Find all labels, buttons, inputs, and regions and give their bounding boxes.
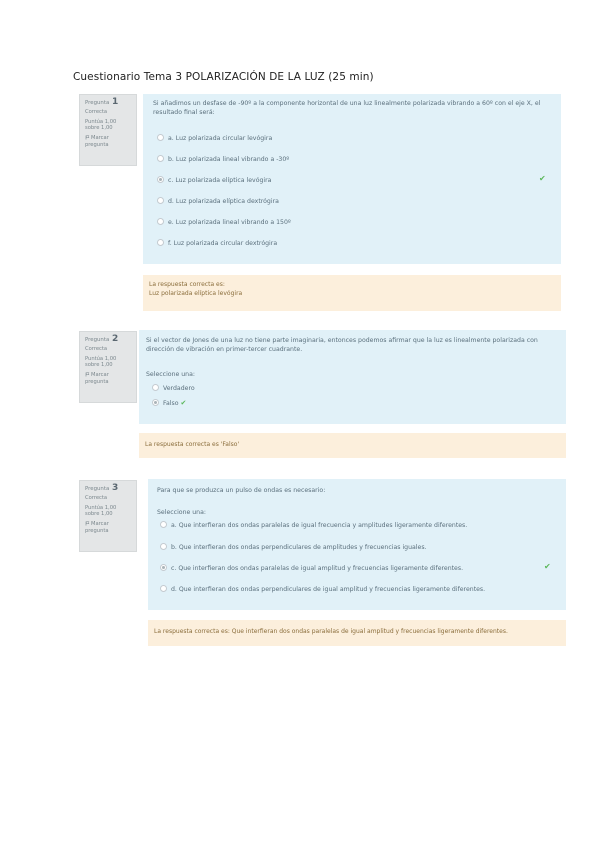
question-text-1: Si añadimos un desfase de -90º a la componente horizontal de una luz linealmente polarizada vibrando a 60º con el eje X, el resultado final será: xyxy=(153,100,541,116)
radio-button[interactable] xyxy=(157,134,164,141)
check-icon: ✔ xyxy=(539,174,546,183)
question-state-2: Correcta xyxy=(85,345,108,352)
option-q1-b[interactable]: b. Luz polarizada lineal vibrando a -30º xyxy=(157,155,289,164)
check-icon: ✔ xyxy=(544,562,551,571)
option-q2-false[interactable]: Falso ✔ xyxy=(152,399,186,408)
question-state-3: Correcta xyxy=(85,494,108,501)
option-q3-b[interactable]: b. Que interfieran dos ondas perpendiculares de amplitudes y frecuencias iguales. xyxy=(160,543,427,552)
flag-icon xyxy=(85,521,90,526)
option-q1-a[interactable]: a. Luz polarizada circular levógira xyxy=(157,134,272,143)
option-q1-f[interactable]: f. Luz polarizada circular dextrógira xyxy=(157,239,277,248)
question-box-2 xyxy=(139,330,566,424)
option-q3-c[interactable]: c. Que interfieran dos ondas paralelas de igual amplitud y frecuencias ligeramente diferentes. xyxy=(160,564,463,573)
flag-question-2[interactable]: Marcar pregunta xyxy=(85,372,109,385)
question-info-1 xyxy=(79,94,137,166)
radio-button[interactable] xyxy=(157,197,164,204)
radio-button[interactable] xyxy=(157,155,164,162)
question-number-1: Pregunta 1 xyxy=(85,97,119,107)
question-grade-3: Puntúa 1,00 sobre 1,00 xyxy=(85,504,117,518)
radio-button[interactable] xyxy=(157,239,164,246)
radio-button[interactable] xyxy=(160,585,167,592)
check-icon: ✔ xyxy=(180,399,187,407)
option-q1-d[interactable]: d. Luz polarizada elíptica dextrógira xyxy=(157,197,279,206)
feedback-1: La respuesta correcta es: Luz polarizada elíptica levógira xyxy=(143,275,561,311)
radio-button[interactable] xyxy=(157,218,164,225)
question-text-2: Si el vector de Jones de una luz no tiene parte imaginaria, entonces podemos afirmar que la luz es linealmente polarizada con dirección de vibración en primer-tercer cuadrante. xyxy=(146,337,538,353)
question-info-3 xyxy=(79,480,137,552)
question-grade-1: Puntúa 1,00 sobre 1,00 xyxy=(85,118,117,132)
feedback-2: La respuesta correcta es 'Falso' xyxy=(139,433,566,458)
question-info-2 xyxy=(79,331,137,403)
question-text-3: Para que se produzca un pulso de ondas es necesario: xyxy=(157,487,326,494)
option-q1-c[interactable]: c. Luz polarizada elíptica levógira xyxy=(157,176,271,185)
radio-button[interactable] xyxy=(152,384,159,391)
flag-icon xyxy=(85,135,90,140)
radio-button[interactable] xyxy=(160,543,167,550)
select-prompt-3: Seleccione una: xyxy=(157,509,206,516)
question-number-3: Pregunta 3 xyxy=(85,483,119,493)
flag-icon xyxy=(85,372,90,377)
option-q3-a[interactable]: a. Que interfieran dos ondas paralelas de igual frecuencia y amplitudes ligeramente diferentes. xyxy=(160,521,467,530)
radio-button-selected[interactable] xyxy=(152,399,159,406)
question-box-1 xyxy=(143,94,561,264)
question-number-2: Pregunta 2 xyxy=(85,334,119,344)
radio-button-selected[interactable] xyxy=(160,564,167,571)
option-q1-e[interactable]: e. Luz polarizada lineal vibrando a 150º xyxy=(157,218,291,227)
radio-button-selected[interactable] xyxy=(157,176,164,183)
flag-question-1[interactable]: Marcar pregunta xyxy=(85,135,109,148)
radio-button[interactable] xyxy=(160,521,167,528)
page-title: Cuestionario Tema 3 POLARIZACIÓN DE LA LUZ (25 min) xyxy=(73,71,374,83)
option-q3-d[interactable]: d. Que interfieran dos ondas perpendiculares de igual amplitud y frecuencias ligeramente diferentes. xyxy=(160,585,485,594)
flag-question-3[interactable]: Marcar pregunta xyxy=(85,521,109,534)
select-prompt-2: Seleccione una: xyxy=(146,371,195,378)
question-state-1: Correcta xyxy=(85,108,108,115)
feedback-3: La respuesta correcta es: Que interfieran dos ondas paralelas de igual amplitud y frecuencias ligeramente diferentes. xyxy=(148,620,566,646)
question-box-3 xyxy=(148,479,566,610)
option-q2-true[interactable]: Verdadero xyxy=(152,384,195,393)
question-grade-2: Puntúa 1,00 sobre 1,00 xyxy=(85,355,117,369)
